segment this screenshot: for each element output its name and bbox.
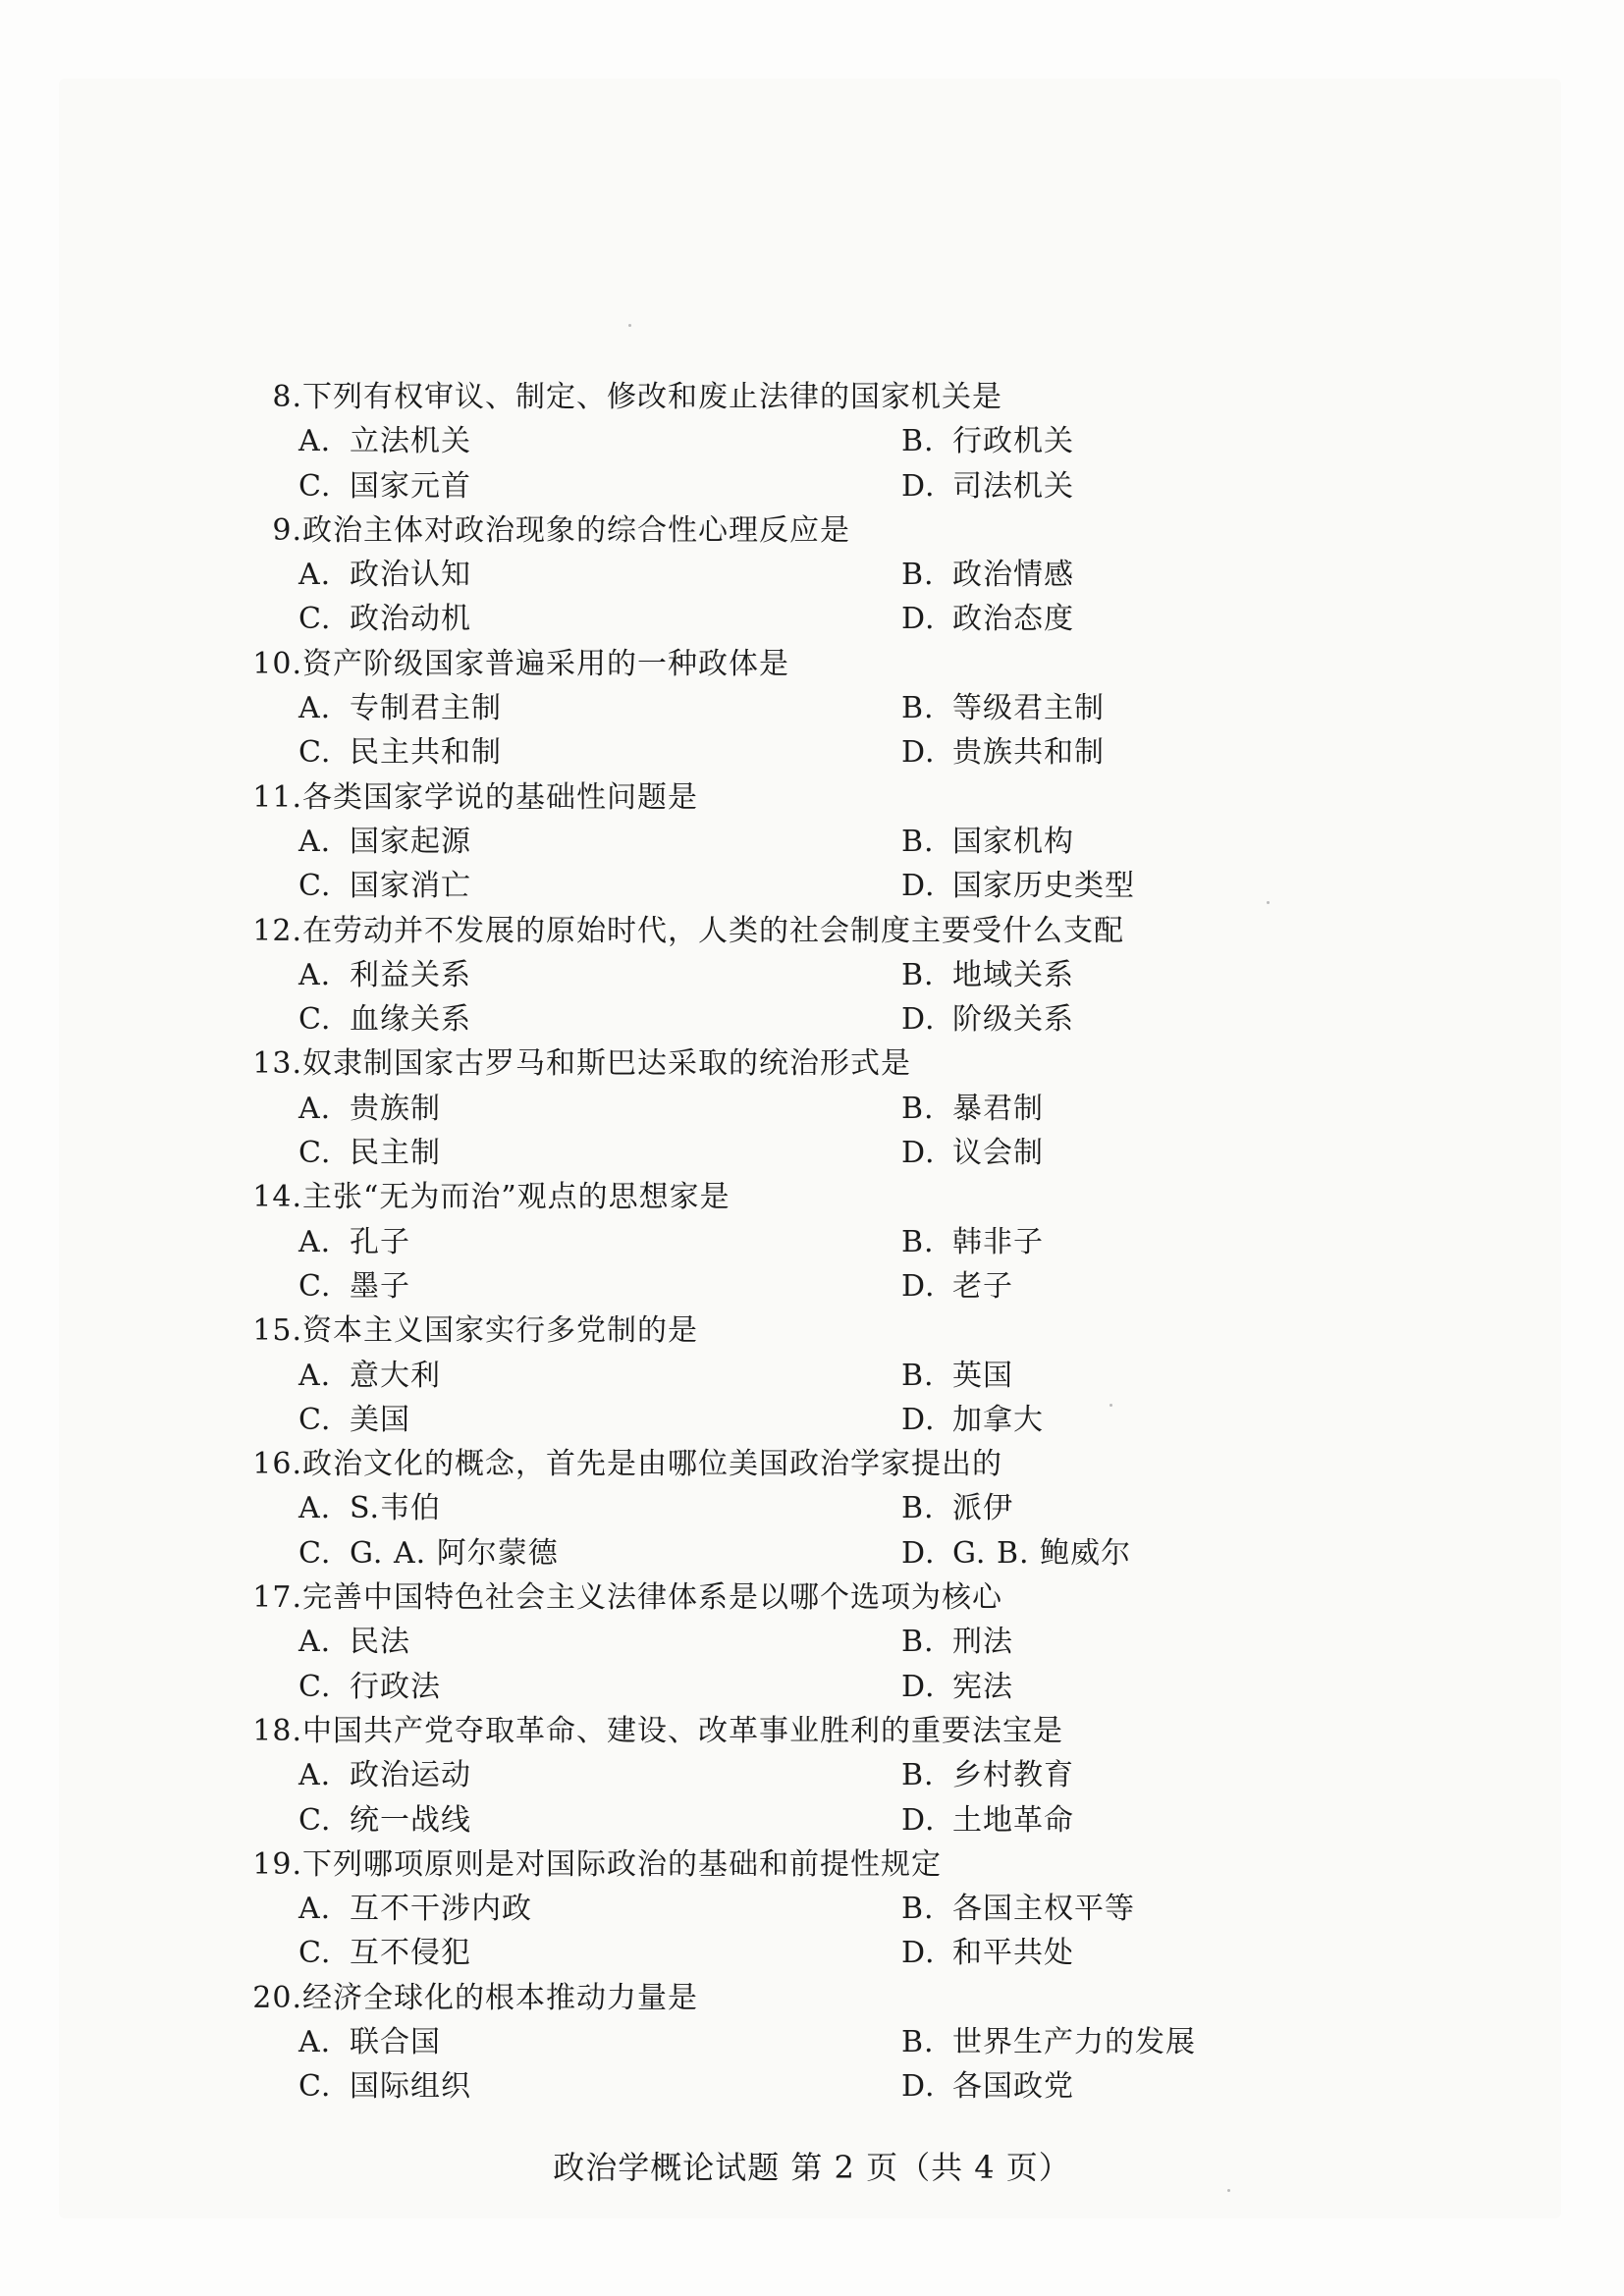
option-b <box>901 1087 1044 1131</box>
option-text: 民主制 <box>350 1136 441 1171</box>
option-text: 乡村教育 <box>952 1758 1074 1793</box>
question-number: 8. <box>272 380 302 414</box>
option-text: 统一战线 <box>350 1802 471 1838</box>
option-text: 老子 <box>952 1268 1013 1304</box>
option-letter: A. <box>298 824 332 859</box>
option-d <box>901 1398 1044 1442</box>
question-number: 11. <box>252 779 302 815</box>
question-stem <box>236 1442 1002 1486</box>
option-text: 议会制 <box>952 1136 1044 1171</box>
option-letter: B. <box>901 558 935 593</box>
option-b <box>901 1486 1013 1530</box>
option-letter: A. <box>298 1358 332 1393</box>
option-text: 国家起源 <box>350 824 471 859</box>
option-b <box>901 2020 1196 2064</box>
option-d <box>901 1531 1131 1575</box>
option-d <box>901 1665 1013 1709</box>
option-letter: B. <box>901 1491 935 1526</box>
option-letter: B. <box>901 691 935 726</box>
option-a <box>298 686 502 730</box>
question-text: 主张“无为而治”观点的思想家是 <box>302 1180 731 1215</box>
option-text: 行政法 <box>350 1669 441 1704</box>
option-text: 国家机构 <box>952 824 1074 859</box>
option-letter: C. <box>298 869 332 904</box>
option-d <box>901 1798 1074 1842</box>
question-number: 10. <box>252 646 302 681</box>
question-text: 经济全球化的根本推动力量是 <box>302 1980 698 2015</box>
question-item <box>0 1175 1624 1308</box>
question-stem <box>236 1175 731 1219</box>
option-d <box>901 2064 1074 2109</box>
question-item <box>0 775 1624 909</box>
option-text: 等级君主制 <box>952 691 1105 726</box>
option-c <box>298 1398 410 1442</box>
option-text: 政治运动 <box>350 1758 471 1793</box>
scan-speck <box>1110 1404 1112 1407</box>
option-b <box>901 686 1105 730</box>
option-letter: D. <box>901 735 936 771</box>
option-a <box>298 2020 441 2064</box>
scan-speck <box>628 324 631 327</box>
option-letter: C. <box>298 1535 332 1571</box>
option-text: 英国 <box>952 1358 1013 1393</box>
option-letter: A. <box>298 1091 332 1126</box>
option-c <box>298 597 471 641</box>
option-letter: B. <box>901 1892 935 1927</box>
option-c <box>298 864 471 908</box>
option-text: 国家消亡 <box>350 869 471 904</box>
question-item <box>0 375 1624 508</box>
option-text: 政治动机 <box>350 602 471 637</box>
question-text: 政治主体对政治现象的综合性心理反应是 <box>302 512 850 548</box>
option-letter: A. <box>298 558 332 593</box>
question-stem <box>236 642 789 686</box>
question-text: 政治文化的概念，首先是由哪位美国政治学家提出的 <box>302 1447 1002 1482</box>
option-text: 互不侵犯 <box>350 1936 471 1971</box>
question-stem <box>236 1308 698 1353</box>
option-letter: C. <box>298 602 332 637</box>
question-number: 12. <box>252 913 302 948</box>
question-stem <box>236 1575 1002 1620</box>
option-text: 和平共处 <box>952 1936 1074 1971</box>
option-c <box>298 2064 471 2109</box>
option-text: 行政机关 <box>952 424 1074 459</box>
option-d <box>901 730 1105 774</box>
option-letter: A. <box>298 691 332 726</box>
option-a <box>298 820 471 864</box>
option-text: 韩非子 <box>952 1224 1044 1259</box>
option-letter: C. <box>298 2069 332 2105</box>
option-d <box>901 864 1135 908</box>
option-letter: D. <box>901 1802 936 1838</box>
option-letter: D. <box>901 1936 936 1971</box>
option-text: 阶级关系 <box>952 1002 1074 1038</box>
option-letter: B. <box>901 1758 935 1793</box>
option-text: G. A. 阿尔蒙德 <box>350 1535 559 1571</box>
option-b <box>901 1753 1074 1797</box>
option-text: S.韦伯 <box>350 1491 442 1526</box>
option-letter: A. <box>298 1758 332 1793</box>
option-text: 各国主权平等 <box>952 1892 1135 1927</box>
option-letter: C. <box>298 1268 332 1304</box>
option-letter: A. <box>298 957 332 992</box>
option-letter: A. <box>298 1224 332 1259</box>
option-text: 地域关系 <box>952 957 1074 992</box>
option-letter: D. <box>901 1268 936 1304</box>
option-a <box>298 1753 471 1797</box>
option-a <box>298 1220 410 1264</box>
option-letter: A. <box>298 1491 332 1526</box>
question-item <box>0 1842 1624 1976</box>
option-letter: C. <box>298 1402 332 1437</box>
question-stem <box>236 1976 698 2020</box>
question-item <box>0 909 1624 1042</box>
option-text: 暴君制 <box>952 1091 1044 1126</box>
option-b <box>901 1887 1135 1931</box>
page-footer: 政治学概论试题 第 2 页（共 4 页） <box>553 2149 1071 2186</box>
question-number: 14. <box>252 1180 302 1215</box>
question-text: 中国共产党夺取革命、建设、改革事业胜利的重要法宝是 <box>302 1713 1063 1748</box>
question-text: 各类国家学说的基础性问题是 <box>302 779 698 815</box>
question-item <box>0 1575 1624 1709</box>
option-a <box>298 1887 532 1931</box>
question-stem <box>236 1842 942 1887</box>
option-text: 政治认知 <box>350 558 471 593</box>
question-stem <box>236 1709 1063 1753</box>
option-text: 各国政党 <box>952 2069 1074 2105</box>
option-letter: B. <box>901 1358 935 1393</box>
option-text: 利益关系 <box>350 957 471 992</box>
question-number: 19. <box>252 1846 302 1882</box>
option-b <box>901 419 1074 463</box>
option-letter: B. <box>901 424 935 459</box>
option-letter: D. <box>901 602 936 637</box>
option-letter: B. <box>901 824 935 859</box>
option-a <box>298 953 471 997</box>
scan-speck <box>1227 2189 1230 2192</box>
option-text: 互不干涉内政 <box>350 1892 532 1927</box>
question-number: 20. <box>252 1980 302 2015</box>
question-item <box>0 1041 1624 1175</box>
question-item <box>0 642 1624 775</box>
question-number: 17. <box>252 1580 302 1616</box>
option-text: 美国 <box>350 1402 410 1437</box>
option-a <box>298 1087 441 1131</box>
question-item <box>0 508 1624 642</box>
option-letter: D. <box>901 1669 936 1704</box>
option-letter: D. <box>901 1002 936 1038</box>
option-letter: C. <box>298 1936 332 1971</box>
option-b <box>901 953 1074 997</box>
option-letter: D. <box>901 1136 936 1171</box>
option-text: 墨子 <box>350 1268 410 1304</box>
option-c <box>298 997 471 1041</box>
question-text: 资本主义国家实行多党制的是 <box>302 1313 698 1349</box>
option-b <box>901 820 1074 864</box>
option-d <box>901 997 1074 1041</box>
option-c <box>298 464 471 508</box>
option-text: 宪法 <box>952 1669 1013 1704</box>
option-b <box>901 1220 1044 1264</box>
question-item <box>0 1308 1624 1442</box>
option-b <box>901 1354 1013 1398</box>
option-text: 贵族共和制 <box>952 735 1105 771</box>
option-letter: A. <box>298 424 332 459</box>
option-c <box>298 1931 471 1975</box>
option-d <box>901 464 1074 508</box>
option-d <box>901 1264 1013 1308</box>
option-b <box>901 553 1074 597</box>
option-text: 贵族制 <box>350 1091 441 1126</box>
option-letter: D. <box>901 869 936 904</box>
option-c <box>298 1798 471 1842</box>
option-a <box>298 1620 410 1664</box>
option-letter: B. <box>901 1091 935 1126</box>
option-letter: B. <box>901 1625 935 1660</box>
option-letter: A. <box>298 1625 332 1660</box>
question-number: 18. <box>252 1713 302 1748</box>
option-letter: C. <box>298 1802 332 1838</box>
option-text: 立法机关 <box>350 424 471 459</box>
question-stem <box>236 1041 911 1086</box>
option-c <box>298 1264 410 1308</box>
question-number: 9. <box>272 512 302 548</box>
option-text: 司法机关 <box>952 468 1074 504</box>
option-text: 加拿大 <box>952 1402 1044 1437</box>
option-a <box>298 419 471 463</box>
question-text: 资产阶级国家普遍采用的一种政体是 <box>302 646 789 681</box>
option-text: 土地革命 <box>952 1802 1074 1838</box>
option-letter: C. <box>298 468 332 504</box>
option-text: 国际组织 <box>350 2069 471 2105</box>
option-letter: B. <box>901 1224 935 1259</box>
option-d <box>901 1931 1074 1975</box>
scan-speck <box>1267 901 1270 904</box>
option-text: 血缘关系 <box>350 1002 471 1038</box>
option-letter: C. <box>298 1669 332 1704</box>
option-text: 民法 <box>350 1625 410 1660</box>
option-letter: A. <box>298 1892 332 1927</box>
question-list <box>0 375 1624 2109</box>
option-letter: B. <box>901 2024 935 2059</box>
option-a <box>298 1486 441 1530</box>
question-stem <box>236 775 698 820</box>
option-text: 刑法 <box>952 1625 1013 1660</box>
question-text: 奴隶制国家古罗马和斯巴达采取的统治形式是 <box>302 1046 911 1082</box>
option-text: 国家元首 <box>350 468 471 504</box>
question-text: 下列有权审议、制定、修改和废止法律的国家机关是 <box>302 380 1002 414</box>
option-text: 政治态度 <box>952 602 1074 637</box>
option-text: 国家历史类型 <box>952 869 1135 904</box>
option-letter: D. <box>901 2069 936 2105</box>
option-text: 政治情感 <box>952 558 1074 593</box>
question-stem <box>236 375 1002 419</box>
option-letter: A. <box>298 2024 332 2059</box>
option-text: 联合国 <box>350 2024 441 2059</box>
option-letter: D. <box>901 1535 936 1571</box>
option-text: G. B. 鲍威尔 <box>952 1535 1132 1571</box>
option-d <box>901 597 1074 641</box>
question-number: 16. <box>252 1447 302 1482</box>
question-text: 完善中国特色社会主义法律体系是以哪个选项为核心 <box>302 1580 1002 1616</box>
option-text: 世界生产力的发展 <box>952 2024 1196 2059</box>
question-text: 下列哪项原则是对国际政治的基础和前提性规定 <box>302 1846 942 1882</box>
question-number: 15. <box>252 1313 302 1349</box>
option-letter: C. <box>298 1002 332 1038</box>
option-letter: C. <box>298 735 332 771</box>
option-d <box>901 1131 1044 1175</box>
option-c <box>298 1665 441 1709</box>
question-item <box>0 1442 1624 1575</box>
question-stem <box>236 508 850 553</box>
option-text: 派伊 <box>952 1491 1013 1526</box>
option-c <box>298 1131 441 1175</box>
option-text: 民主共和制 <box>350 735 502 771</box>
option-letter: B. <box>901 957 935 992</box>
question-text: 在劳动并不发展的原始时代，人类的社会制度主要受什么支配 <box>302 913 1124 948</box>
option-text: 意大利 <box>350 1358 441 1393</box>
option-text: 专制君主制 <box>350 691 502 726</box>
question-number: 13. <box>252 1046 302 1082</box>
question-item <box>0 1976 1624 2109</box>
option-text: 孔子 <box>350 1224 410 1259</box>
question-item <box>0 1709 1624 1842</box>
option-a <box>298 1354 441 1398</box>
option-letter: D. <box>901 468 936 504</box>
option-a <box>298 553 471 597</box>
option-letter: D. <box>901 1402 936 1437</box>
option-c <box>298 730 502 774</box>
question-stem <box>236 909 1124 953</box>
option-letter: C. <box>298 1136 332 1171</box>
option-c <box>298 1531 559 1575</box>
option-b <box>901 1620 1013 1664</box>
